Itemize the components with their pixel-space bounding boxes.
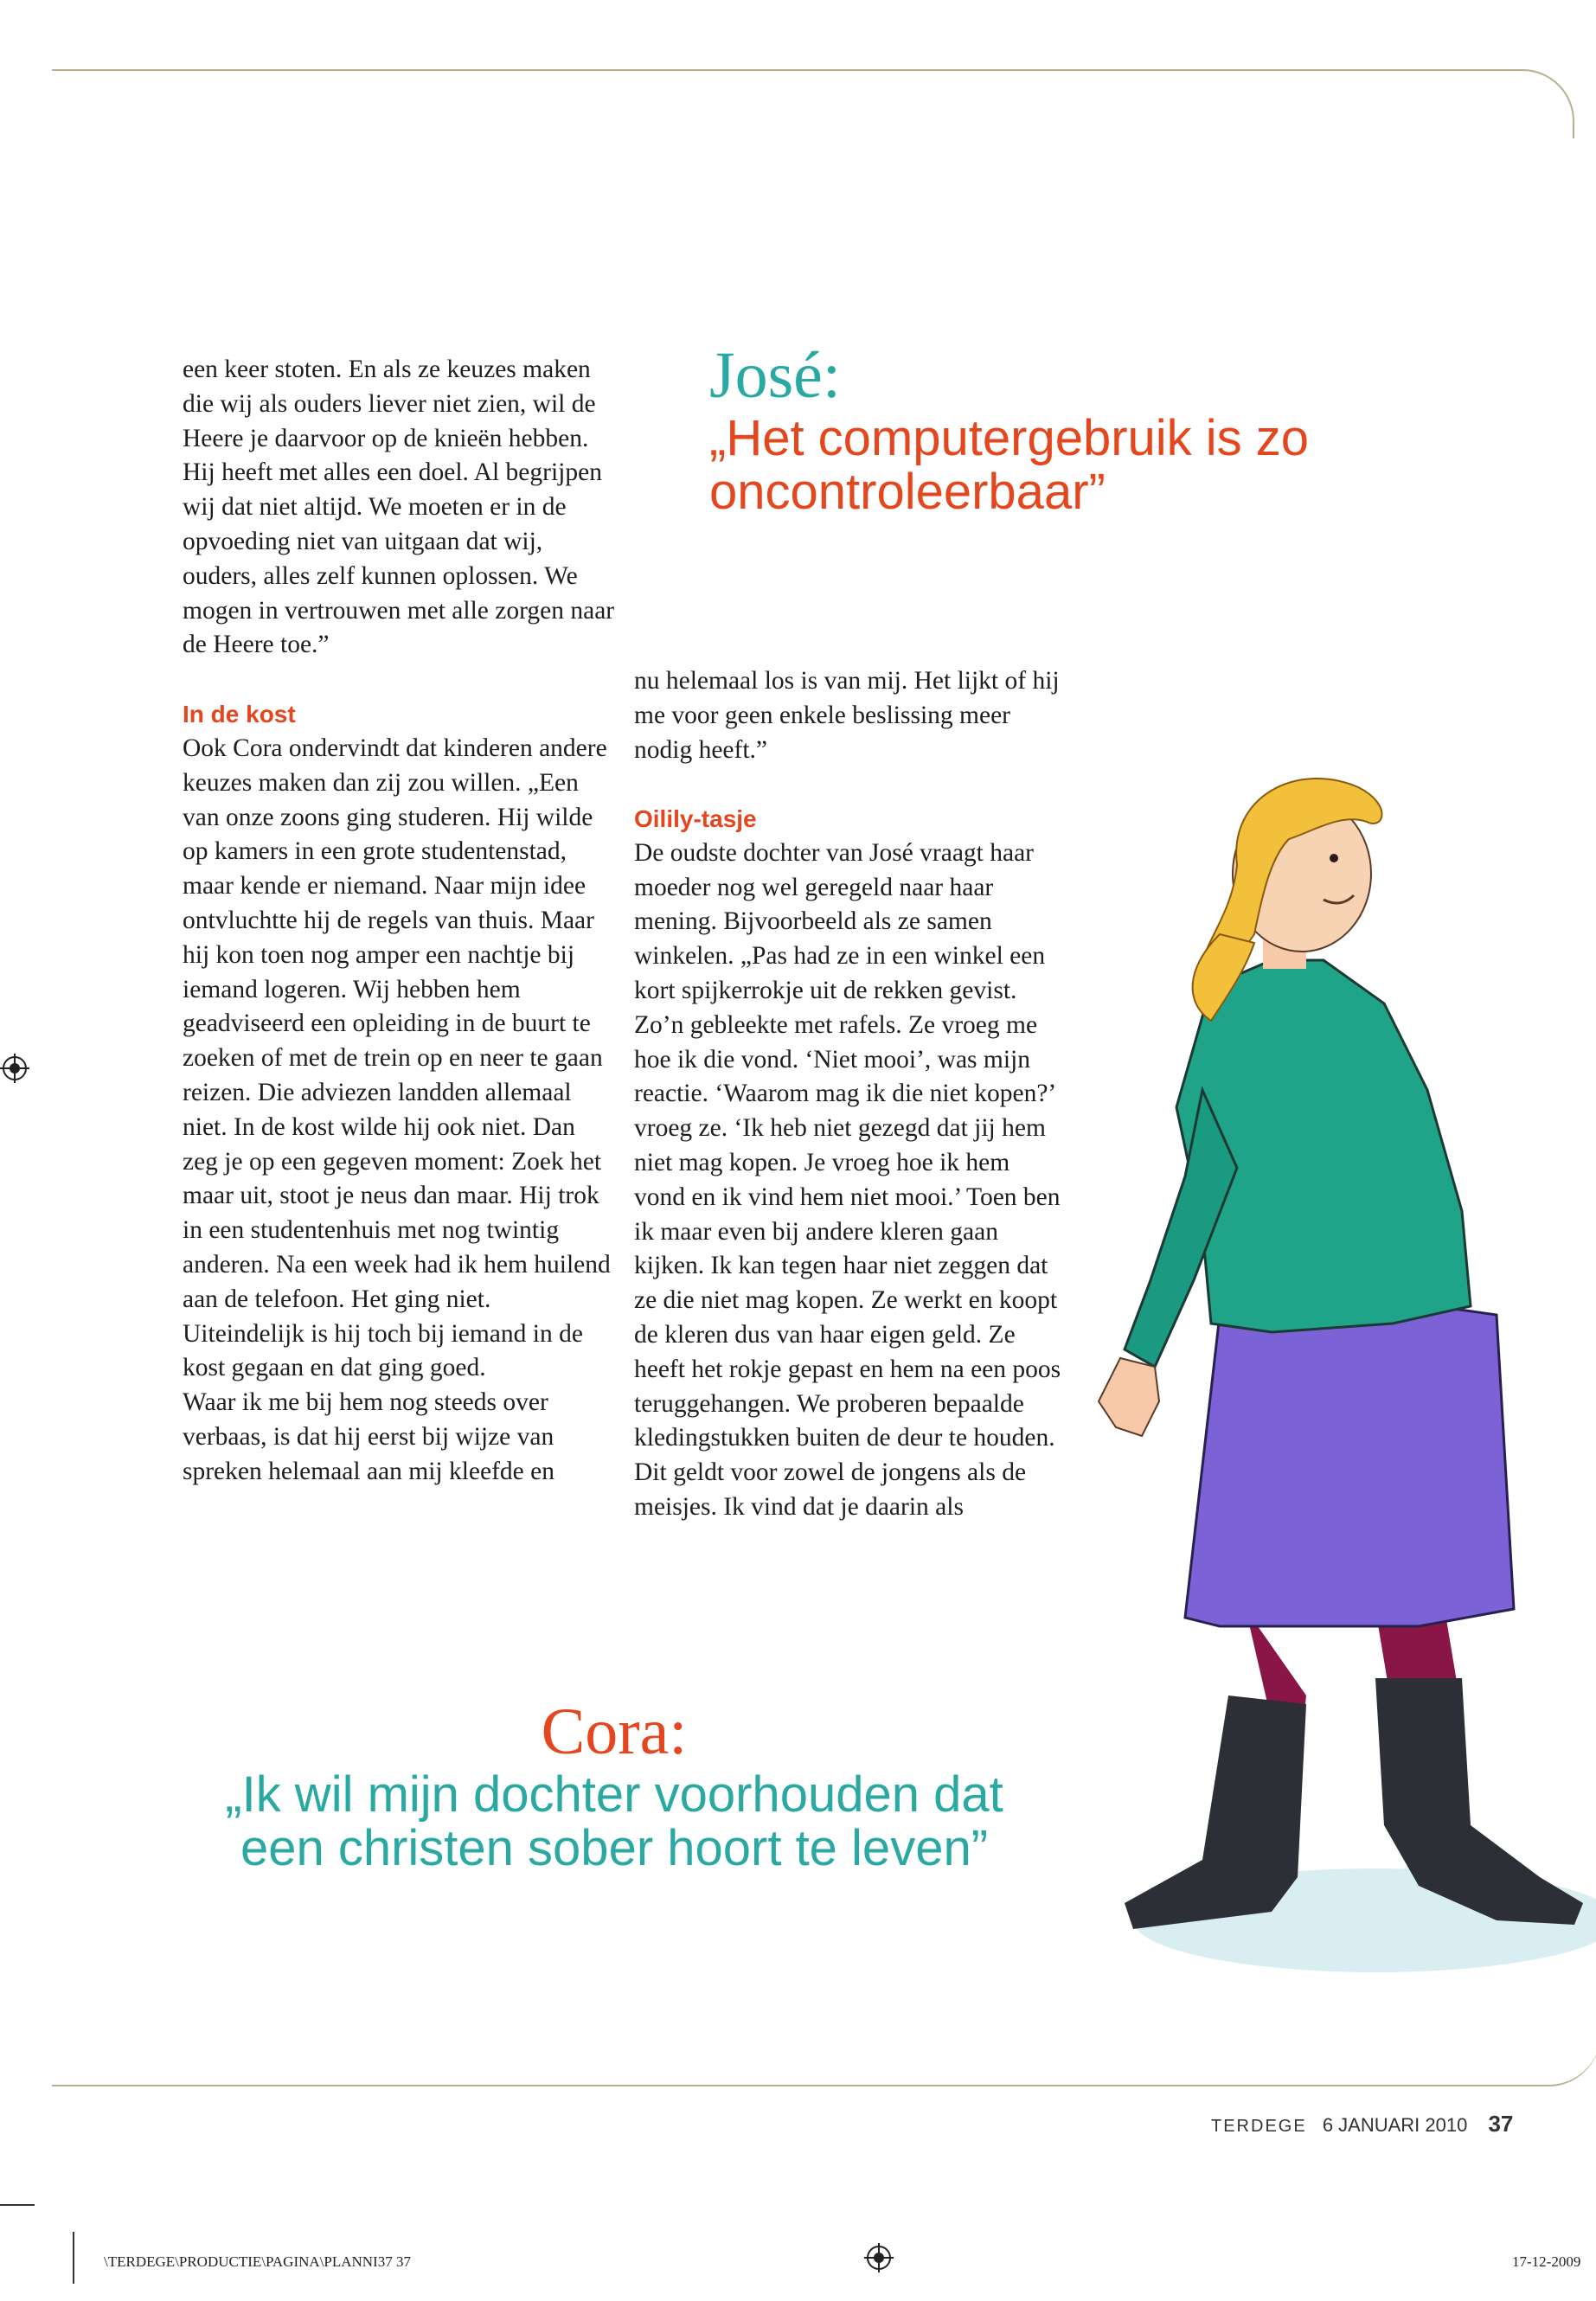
pullquote-jose: [709, 339, 1419, 519]
eye: [1330, 854, 1338, 862]
top-page-border: [52, 69, 1574, 138]
page-footer: [1211, 2111, 1596, 2138]
print-slug-date: 17-12-2009: [1512, 2253, 1581, 2270]
section-heading-oilily-tasje: Oilily-tasje: [634, 805, 757, 832]
pullquote-text: „Ik wil mijn dochter voorhouden dat een christen sober hoort te leven”: [225, 1766, 1003, 1876]
body-paragraph: Ook Cora ondervindt dat kinderen andere keuzes maken dan zij zou willen. „Een van onze zoons ging studeren. Hij wilde op kamers in een grote studentenstad, maar kende er niemand. Naar mijn idee ontvluchtte hij de regels van thuis. Maar hij kon toen nog amper een nachtje bij iemand logeren. Wij hebben hem geadviseerd een opleiding in de buurt te zoeken of met de trein op en neer te gaan reizen. Die adviezen landden allemaal niet. In de kost wilde hij ook niet. Dan zeg je op een gegeven moment: Zoek het maar uit, stoot je neus dan maar. Hij trok in een studentenhuis met nog twintig anderen. Na een week had ik hem huilend aan de telefoon. Het ging niet. Uiteindelijk is hij toch bij iemand in de kost gegaan en dat ging goed.: [183, 734, 611, 1382]
print-slug-path: \TERDEGE\PRODUCTIE\PAGINA\PLANNI37 37: [104, 2253, 411, 2270]
issue-date: 6 JANUARI 2010: [1322, 2114, 1468, 2136]
page-number: 37: [1488, 2111, 1514, 2137]
body-paragraph: De oudste dochter van José vraagt haar moeder nog wel geregeld naar haar mening. Bijvoorbeeld als ze samen winkelen. „Pas had ze in een winkel een kort spijkerrokje uit de rekken gevist. Zo’n gebleekte met rafels. Ze vroeg me hoe ik die vond. ‘Niet mooi’, was mijn reactie. ‘Waarom mag ik die niet kopen?’ vroeg ze. ‘Ik heb niet gezegd dat jij hem niet mag kopen. Je vroeg hoe ik hem vond en ik vind hem niet mooi.’ Toen ben ik maar even bij andere kleren gaan kijken. Ik kan tegen haar niet zeggen dat ze die niet mag kopen. Ze werkt en koopt de kleren dus van haar eigen geld. Ze heeft het rokje gepast en hem na een poos teruggehangen. We proberen bepaalde kledingstukken buiten de deur te houden. Dit geldt voor zowel de jongens als de meisjes. Ik vind dat je daarin als: [634, 838, 1061, 1521]
bottom-page-border: [52, 2017, 1596, 2086]
left-boot: [1125, 1695, 1306, 1929]
registration-mark-icon: [864, 2243, 894, 2272]
walking-girl-illustration: [1012, 761, 1596, 2016]
body-paragraph: Waar ik me bij hem nog steeds over verbaas, is dat hij eerst bij wijze van spreken helemaal aan mij kleefde en: [183, 1388, 554, 1485]
magazine-name: TERDEGE: [1211, 2117, 1307, 2136]
middle-column-intro: [634, 664, 1067, 767]
hand: [1099, 1358, 1159, 1436]
purple-skirt: [1185, 1298, 1514, 1626]
crop-mark: [73, 2232, 74, 2284]
pullquote-text: „Het computergebruik is zo oncontroleerbaar”: [709, 410, 1310, 520]
middle-text-column: [634, 802, 1067, 1525]
section-heading-in-de-kost: In de kost: [183, 701, 296, 728]
pullquote-cora: [216, 1695, 1012, 1875]
pullquote-speaker-name: José:: [709, 339, 841, 412]
registration-mark-icon: [0, 1054, 29, 1083]
crop-mark: [0, 2204, 35, 2206]
body-paragraph: een keer stoten. En als ze keuzes maken die wij als ouders liever niet zien, wil de Heere je daarvoor op de knieën hebben. Hij heeft met alles een doel. Al begrijpen wij dat niet altijd. We moeten er in de opvoeding niet van uitgaan dat wij, ouders, alles zelf kunnen oplossen. We mogen in vertrouwen met alle zorgen naar de Heere toe.”: [183, 356, 615, 659]
left-text-column: [183, 353, 615, 1490]
pullquote-speaker-name: Cora:: [541, 1695, 688, 1768]
body-paragraph: nu helemaal los is van mij. Het lijkt of hij me voor geen enkele beslissing meer nodig heeft.”: [634, 667, 1060, 764]
